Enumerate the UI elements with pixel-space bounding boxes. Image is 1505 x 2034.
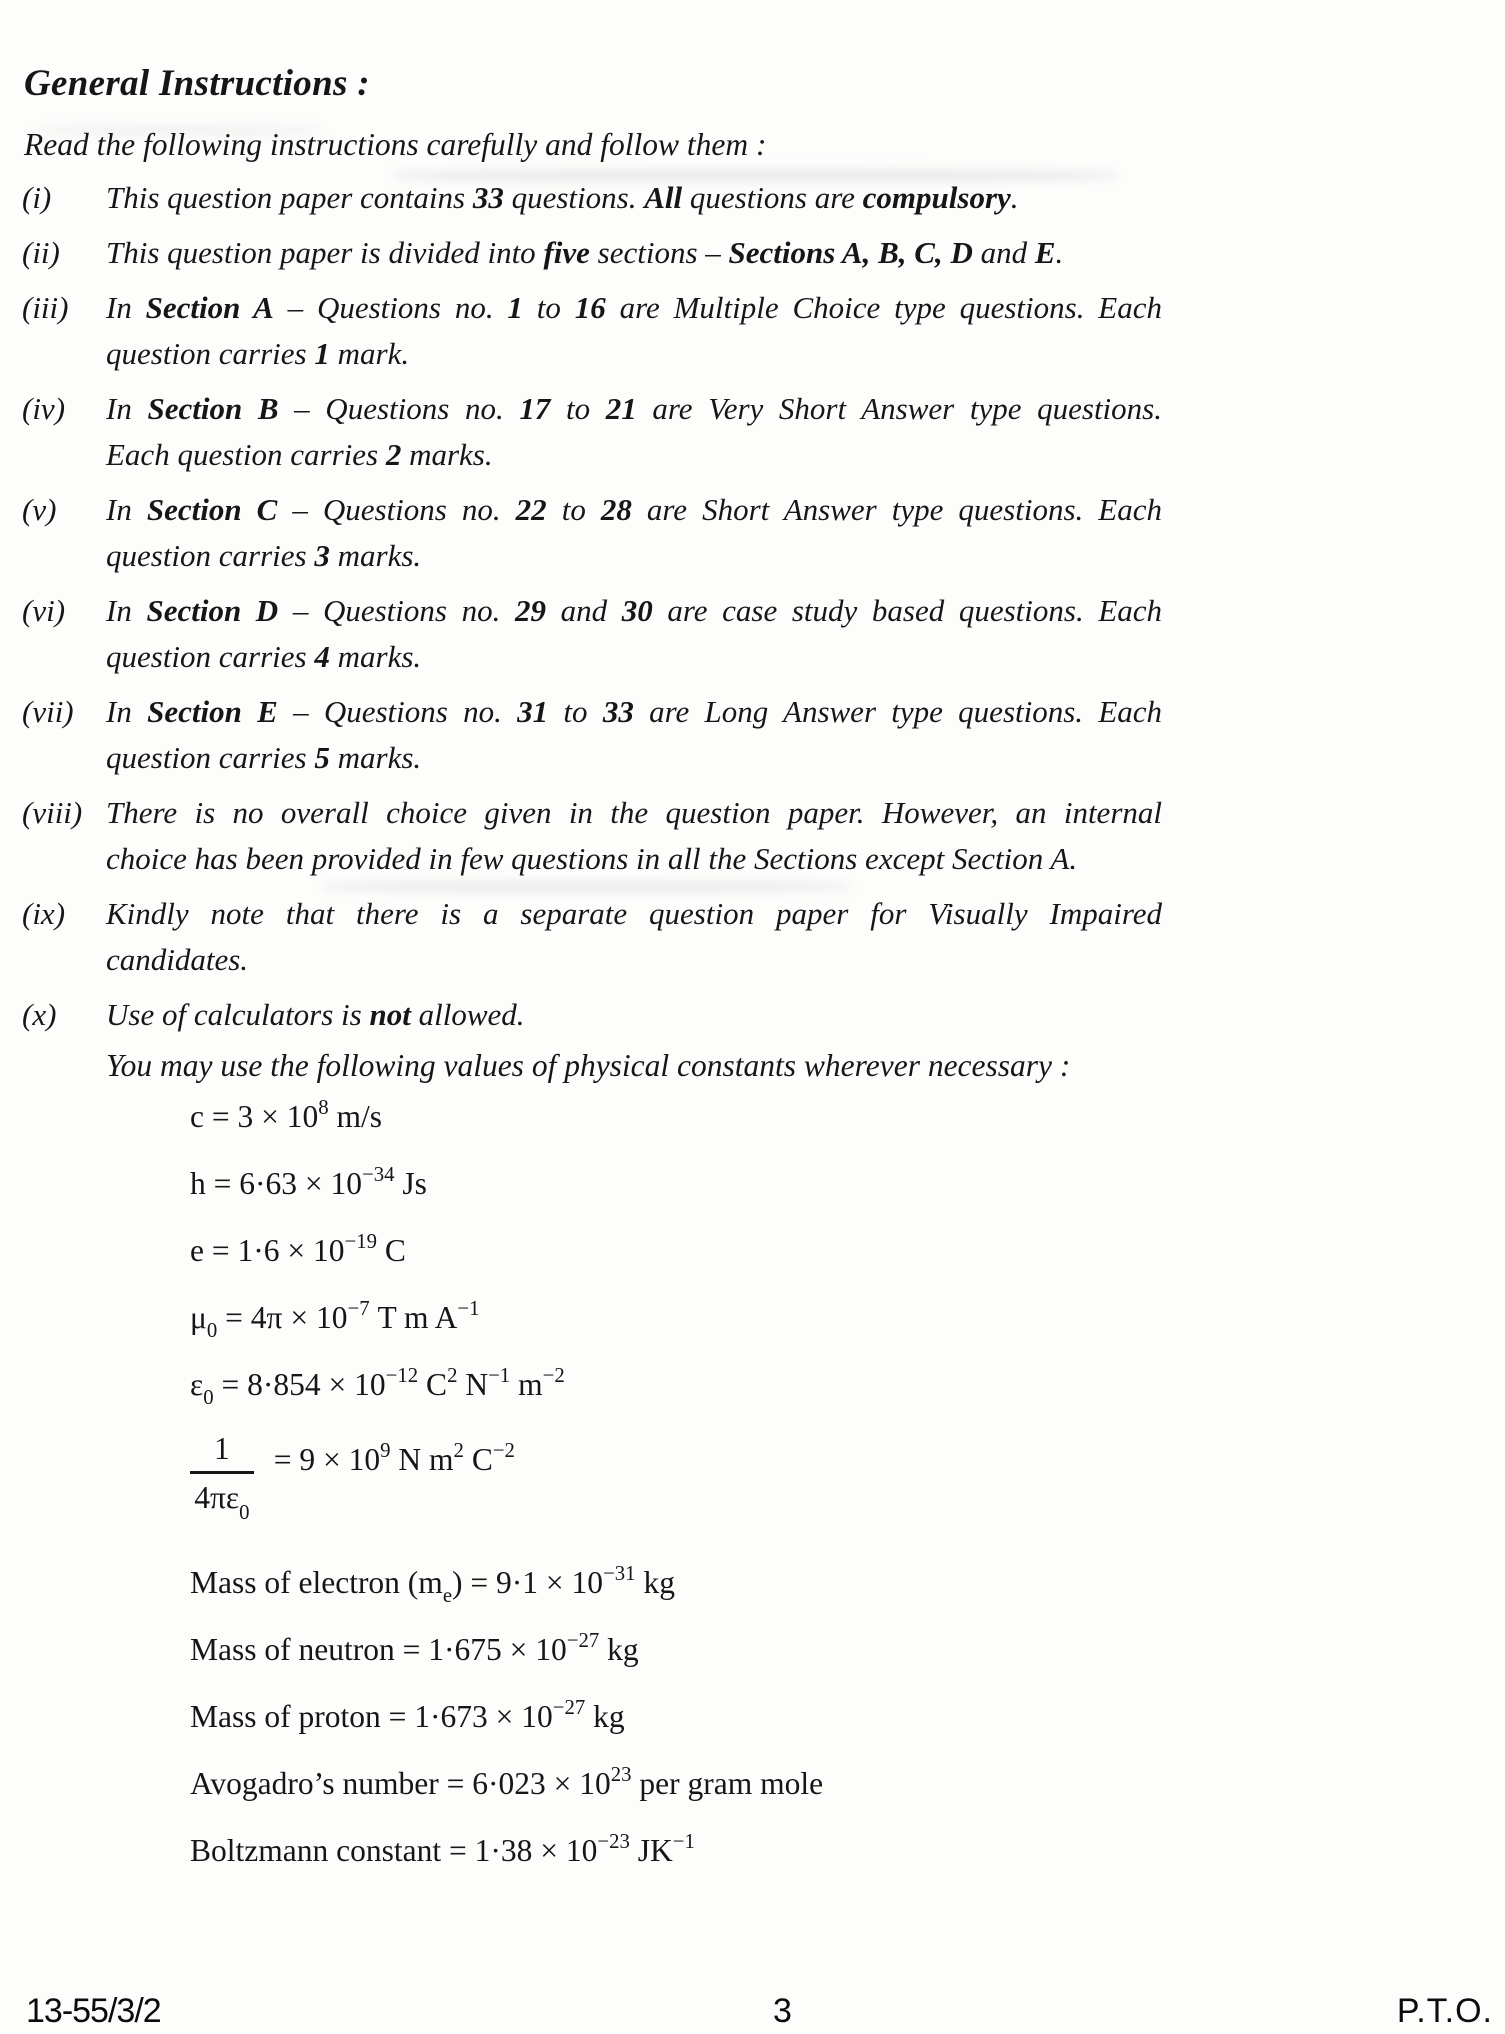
instruction-item xyxy=(22,386,1162,478)
footer-pto: P.T.O. xyxy=(1396,1992,1493,2030)
constant-epsilon-zero: $\varepsilon_0 = 8\cdot 854 \times 10^{-12}$ $C^2$ $N^{-1}$ $m^{-2}$ xyxy=(190,1364,565,1409)
instruction-line: question carries 5 marks. xyxy=(106,740,422,775)
instruction-line: candidates. xyxy=(106,942,249,977)
instruction-marker: (v) xyxy=(22,492,57,527)
instruction-marker: (iii) xyxy=(22,290,69,325)
fraction: $\frac{1}{4\pi\varepsilon_0}$ xyxy=(190,1431,254,1516)
instruction-item xyxy=(22,790,1162,882)
instruction-item xyxy=(22,891,1162,983)
instruction-line: This question paper is divided into five sections – Sections A, B, C, D and E. xyxy=(106,235,1064,270)
instruction-line: question carries 4 marks. xyxy=(106,639,422,674)
instruction-marker: (ii) xyxy=(22,235,60,270)
constants-list xyxy=(190,1096,1162,1872)
instruction-text xyxy=(106,230,1162,276)
constant-boltzmann-constant: Boltzmann constant = $1\cdot 38 \times 10^{-23}$ $JK^{-1}$ xyxy=(190,1830,695,1868)
instruction-marker: (i) xyxy=(22,180,52,215)
constant-speed-of-light: $c = 3 \times 10^8$ m/s xyxy=(190,1096,383,1134)
constant-avogadro-number: Avogadro’s number = $6\cdot 023 \times 10^{23}$ per gram mole xyxy=(190,1763,824,1801)
constant-proton-mass: Mass of proton = $1\cdot 673 \times 10^{-27}$ kg xyxy=(190,1696,625,1734)
instruction-text xyxy=(106,992,1162,1038)
instruction-text xyxy=(106,285,1162,377)
instruction-line: Use of calculators is not allowed. xyxy=(106,997,525,1032)
instruction-marker: (iv) xyxy=(22,391,66,426)
instruction-line: This question paper contains 33 questions. All questions are compulsory. xyxy=(106,180,1019,215)
instruction-text xyxy=(106,487,1162,579)
instruction-text xyxy=(106,790,1162,882)
page-title: General Instructions : xyxy=(24,63,370,104)
instruction-item xyxy=(22,487,1162,579)
page-body xyxy=(22,62,1162,1897)
instruction-item xyxy=(22,175,1162,221)
instruction-line: In Section A – Questions no. 1 to 16 are Multiple Choice type questions. Each xyxy=(106,290,1162,325)
instruction-item xyxy=(22,230,1162,276)
instruction-marker: (ix) xyxy=(22,896,66,931)
instruction-line: question carries 1 mark. xyxy=(106,336,410,371)
instruction-line: There is no overall choice given in the question paper. However, an internal xyxy=(106,795,1162,830)
instruction-item xyxy=(22,285,1162,377)
page-footer xyxy=(0,1992,1505,2031)
constant-planck-constant: $h = 6\cdot 63 \times 10^{-34}$ Js xyxy=(190,1163,427,1201)
fraction-value: = $9 \times 10^9$ N $m^2$ $C^{-2}$ xyxy=(273,1438,515,1477)
constant-coulomb-constant xyxy=(190,1431,1162,1525)
constant-electron-mass: Mass of electron $(m_e) = 9\cdot 1 \times 10^{-31}$ kg xyxy=(190,1562,675,1607)
instruction-line: In Section B – Questions no. 17 to 21 are Very Short Answer type questions. xyxy=(106,391,1162,426)
instruction-text xyxy=(106,891,1162,983)
footer-paper-code: 13-55/3/2 xyxy=(26,1992,161,2030)
instruction-marker: (vii) xyxy=(22,694,74,729)
constant-neutron-mass: Mass of neutron = $1\cdot 675 \times 10^{-27}$ kg xyxy=(190,1629,639,1667)
instructions-list xyxy=(22,175,1162,1038)
instruction-marker: (viii) xyxy=(22,795,83,830)
constant-electron-charge: $e = 1\cdot 6 \times 10^{-19}$ C xyxy=(190,1230,406,1268)
instruction-line: In Section C – Questions no. 22 to 28 are Short Answer type questions. Each xyxy=(106,492,1162,527)
instruction-text xyxy=(106,386,1162,478)
instruction-marker: (vi) xyxy=(22,593,66,628)
instruction-text xyxy=(106,175,1162,221)
instruction-text xyxy=(106,588,1162,680)
constant-mu-zero: $\mu_0 = 4\pi \times 10^{-7}$ T m $A^{-1}$ xyxy=(190,1297,480,1342)
instruction-line: choice has been provided in few questions in all the Sections except Section A. xyxy=(106,841,1078,876)
footer-page-number: 3 xyxy=(773,1992,792,2030)
instruction-line: Each question carries 2 marks. xyxy=(106,437,493,472)
instruction-item xyxy=(22,689,1162,781)
instruction-line: question carries 3 marks. xyxy=(106,538,422,573)
constants-note-line: You may use the following values of physical constants wherever necessary : xyxy=(106,1048,1071,1083)
instruction-line: In Section E – Questions no. 31 to 33 are Long Answer type questions. Each xyxy=(106,694,1163,729)
page-subtitle: Read the following instructions carefully and follow them : xyxy=(24,127,767,162)
instruction-line: In Section D – Questions no. 29 and 30 are case study based questions. Each xyxy=(106,593,1163,628)
instruction-text xyxy=(106,689,1162,781)
instruction-item xyxy=(22,992,1162,1038)
instruction-marker: (x) xyxy=(22,997,57,1032)
instruction-item xyxy=(22,588,1162,680)
instruction-line: Kindly note that there is a separate question paper for Visually Impaired xyxy=(106,896,1162,931)
